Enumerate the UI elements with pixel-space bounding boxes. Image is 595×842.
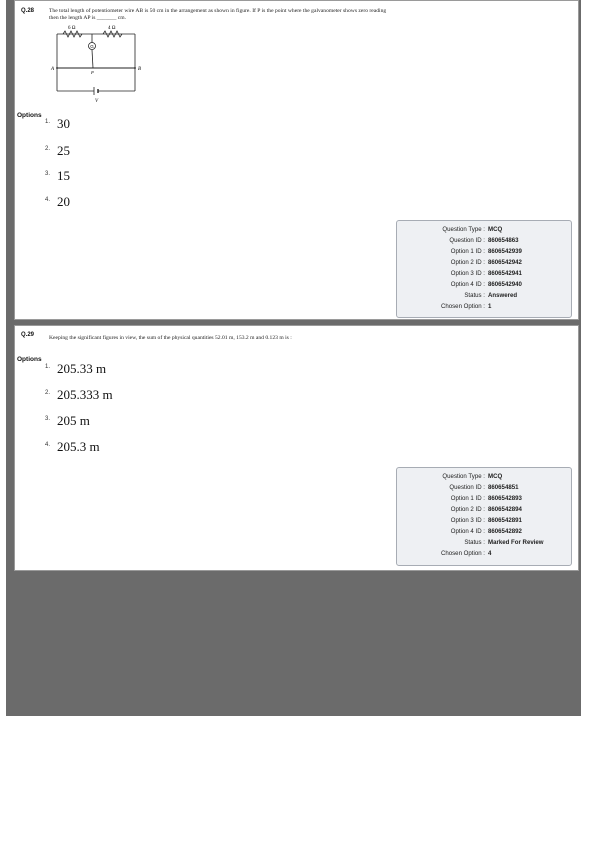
info-question-id: Question ID : 860654863 bbox=[449, 237, 519, 244]
point-p-label: P bbox=[91, 70, 94, 75]
info-option-3-id: Option 3 ID : 8606542891 bbox=[450, 517, 522, 524]
resistor-4-label: 4 Ω bbox=[108, 26, 116, 31]
question-number: Q.29 bbox=[21, 332, 35, 338]
info-option-3-id: Option 3 ID : 8606542941 bbox=[450, 270, 522, 277]
voltage-label: V bbox=[95, 99, 99, 104]
option-4: $^{4.}$ 205.3 m bbox=[45, 439, 100, 454]
info-chosen-option: Chosen Option : 1 bbox=[440, 303, 492, 310]
question-panel-29 bbox=[14, 325, 579, 571]
option-3: $^{3.}$ 205 m bbox=[45, 413, 90, 428]
point-b-label: B bbox=[138, 67, 142, 72]
info-option-1-id: Option 1 ID : 8606542893 bbox=[450, 495, 522, 502]
question-info-box bbox=[396, 467, 572, 566]
question-info-box bbox=[396, 220, 572, 318]
info-option-2-id: Option 2 ID : 8606542942 bbox=[450, 259, 522, 266]
info-chosen-option: Chosen Option : 4 bbox=[440, 550, 492, 557]
question-text: Keeping the significant figures in view, the sum of the physical quantities 52.01 m, 153.2 m and 0.123 m is : bbox=[49, 335, 292, 341]
potentiometer-circuit-figure bbox=[41, 23, 151, 107]
galvanometer-label: G bbox=[90, 44, 94, 49]
resistor-6-label: 6 Ω bbox=[68, 26, 76, 31]
info-question-id: Question ID : 860654851 bbox=[449, 484, 519, 491]
option-3: $^{3.}$ 15 bbox=[45, 168, 71, 183]
info-option-2-id: Option 2 ID : 8606542894 bbox=[450, 506, 522, 513]
options-label: Options bbox=[17, 356, 42, 363]
info-option-4-id: Option 4 ID : 8606542940 bbox=[450, 281, 522, 288]
options-label: Options bbox=[17, 112, 42, 119]
option-4: $^{4.}$ 20 bbox=[45, 194, 71, 209]
option-2: $^{2.}$ 25 bbox=[45, 143, 71, 158]
info-question-type: Question Type : MCQ bbox=[442, 226, 503, 233]
info-status: Status : Answered bbox=[464, 292, 518, 299]
option-1: $^{1.}$ 30 bbox=[45, 116, 71, 131]
question-panel-28 bbox=[14, 0, 579, 320]
info-option-4-id: Option 4 ID : 8606542892 bbox=[450, 528, 522, 535]
question-number: Q.28 bbox=[21, 8, 35, 14]
info-question-type: Question Type : MCQ bbox=[442, 473, 503, 480]
info-option-1-id: Option 1 ID : 8606542939 bbox=[450, 248, 522, 255]
point-a-label: A bbox=[51, 67, 55, 72]
option-1: $^{1.}$ 205.33 m bbox=[45, 361, 107, 376]
info-status: Status : Marked For Review bbox=[464, 539, 544, 546]
question-text: The total length of potentiometer wire AB is 50 cm in the arrangement as shown in figure. If P is the point where the galvanometer shows zero reading then the length AP is _______ cm. bbox=[49, 8, 387, 21]
option-2: $^{2.}$ 205.333 m bbox=[45, 387, 113, 402]
